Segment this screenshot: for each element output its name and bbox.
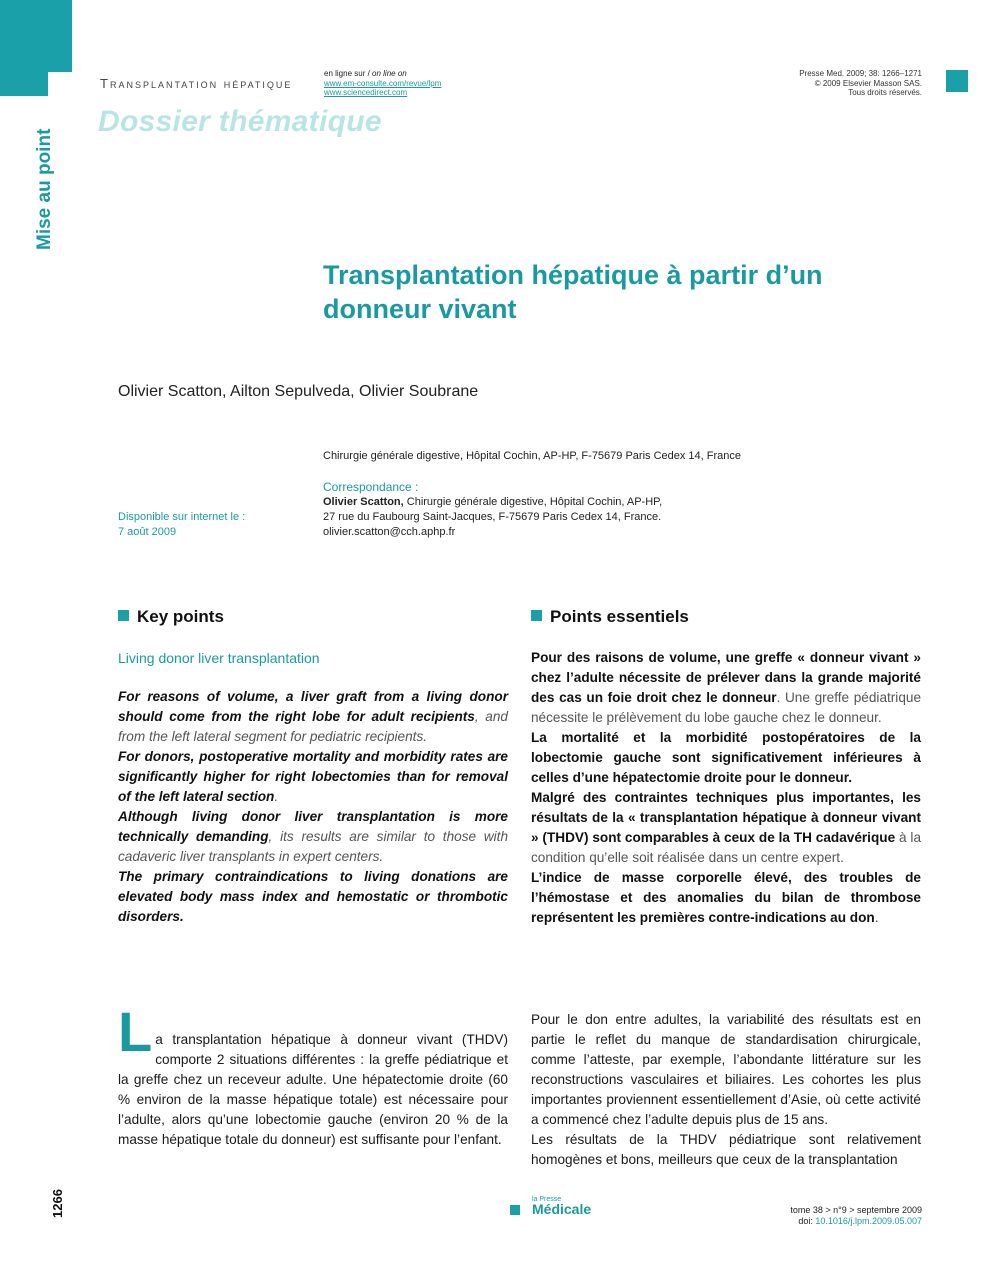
sciencedirect-url-link[interactable]: www.sciencedirect.com (324, 88, 408, 97)
journal-url-link[interactable]: www.em-consulte.com/revue/lpm (324, 78, 442, 88)
body-paragraph: a transplantation hépatique à donneur vivant (THDV) comporte 2 situations différentes : la greffe pédiatrique et la greffe chez un receveur adulte. Une hépatectomie droite (60 % environ de la masse hépatique totale) est nécessaire pour l’adulte, alors qu’une lobectomie gauche (environ 20 % de la masse hépatique totale du donneur) est suffisante pour l’enfant. (118, 1032, 508, 1147)
issue-line: tome 38 > n°9 > septembre 2009 (790, 1205, 922, 1215)
doi-link[interactable]: 10.1016/j.lpm.2009.05.007 (815, 1216, 922, 1226)
key-point-text: , its results are similar to those with cadaveric liver transplants in expert centers. (118, 829, 509, 864)
citation-line: Presse Med. 2009; 38: 1266–1271 (799, 69, 922, 78)
drop-cap: L (118, 1000, 153, 1063)
online-italic: on line on (372, 69, 407, 78)
points-essentiels-body (531, 648, 921, 928)
corner-notch (48, 72, 72, 96)
key-point-paragraph (118, 807, 508, 867)
dossier-heading: Dossier thématique (98, 105, 382, 138)
header-accent-square (946, 70, 968, 92)
heading-square-icon (531, 610, 542, 621)
point-text: . Une greffe pédiatrique nécessite le prélèvement du lobe gauche chez le donneur. (531, 690, 922, 725)
point-essentiel-paragraph (531, 868, 921, 928)
heading-square-icon (118, 610, 129, 621)
body-paragraph: Les résultats de la THDV pédiatrique sont relativement homogènes et bons, meilleurs que ceux de la transplantation (531, 1132, 921, 1167)
point-essentiel-paragraph (531, 648, 921, 728)
point-essentiel-paragraph (531, 728, 921, 788)
points-essentiels-heading (531, 607, 689, 627)
section-label: Transplantation hépatique (100, 76, 293, 91)
key-points-subheading: Living donor liver transplantation (118, 650, 320, 666)
correspondence-label: Correspondance : (323, 480, 419, 494)
availability-date (118, 510, 245, 540)
point-emphasis: La mortalité et la morbidité postopératoires de la lobectomie gauche sont significativement inférieures à celles d’une hépatectomie droite pour le donneur. (531, 730, 921, 785)
key-point-emphasis: Although living donor liver transplantation is more technically demanding (118, 809, 508, 844)
key-point-text: , and from the left lateral segment for pediatric recipients. (118, 709, 508, 744)
logo-square-icon (510, 1205, 520, 1215)
key-point-emphasis: The primary contraindications to living donations are elevated body mass index and hemostatic or thrombotic disorders. (118, 869, 508, 924)
point-essentiel-paragraph (531, 788, 921, 868)
key-point-emphasis: For reasons of volume, a liver graft from a living donor should come from the right lobe for adult recipients (118, 689, 508, 724)
correspondence-name: Olivier Scatton, (323, 496, 404, 508)
availability-value: 7 août 2009 (118, 526, 177, 538)
point-emphasis: L’indice de masse corporelle élevé, des troubles de l’hémostase et des anomalies du bilan de thrombose représentent les premières contre-indications au don (531, 870, 921, 925)
issue-info (790, 1205, 922, 1227)
author-list: Olivier Scatton, Ailton Sepulveda, Olivier Soubrane (118, 383, 479, 400)
key-point-paragraph (118, 687, 508, 747)
key-points-heading (118, 607, 224, 627)
key-point-emphasis: For donors, postoperative mortality and morbidity rates are significantly higher for right lobectomies than for removal of the left lateral section (118, 749, 508, 804)
body-column-left (118, 1000, 508, 1150)
correspondence-address-1: Chirurgie générale digestive, Hôpital Cochin, AP-HP, (403, 496, 663, 508)
body-paragraph: Pour le don entre adultes, la variabilité des résultats est en partie le reflet du manque de standardisation chirurgicale, comme l’atteste, par exemple, l’abondante littérature sur les reconstructions vasculaires et biliaires. Les cohortes les plus importantes proviennent essentiellement d’Asie, où cette activité a commencé chez l’adulte depuis plus de 15 ans. (531, 1012, 921, 1127)
key-points-body (118, 687, 508, 927)
citation-block (799, 69, 922, 98)
rights-line: Tous droits réservés. (848, 88, 922, 97)
online-availability (324, 69, 441, 98)
key-point-paragraph (118, 867, 508, 927)
point-text: à la condition qu’elle soit réalisée dans un centre expert. (531, 830, 922, 865)
key-points-heading-text: Key points (137, 607, 224, 626)
availability-label: Disponible sur internet le : (118, 511, 246, 523)
correspondence-email-link[interactable]: olivier.scatton@cch.aphp.fr (323, 526, 456, 538)
vertical-rubric-label: Mise au point (34, 128, 55, 250)
doi-line (790, 1216, 922, 1227)
article-title: Transplantation hépatique à partir d’un donneur vivant (323, 260, 823, 324)
affiliation: Chirurgie générale digestive, Hôpital Cochin, AP-HP, F-75679 Paris Cedex 14, France (323, 450, 742, 462)
online-prefix: en ligne sur / (324, 69, 373, 78)
point-emphasis: Pour des raisons de volume, une greffe « donneur vivant » chez l’adulte nécessite de prélever dans la grande majorité des cas un foie droit chez le donneur (531, 650, 921, 705)
points-essentiels-heading-text: Points essentiels (550, 607, 689, 626)
point-text: . (874, 910, 879, 925)
point-emphasis: Malgré des contraintes techniques plus importantes, les résultats de la « transplantation hépatique à donneur vivant » (THDV) sont comparables à ceux de la TH cadavérique (531, 790, 921, 845)
correspondence-block (323, 480, 662, 540)
journal-logo-small: la Presse (532, 1196, 562, 1203)
copyright-line: © 2009 Elsevier Masson SAS. (814, 78, 922, 88)
correspondence-address-2: 27 rue du Faubourg Saint-Jacques, F-75679 Paris Cedex 14, France. (323, 511, 662, 523)
page-number: 1266 (50, 1189, 65, 1218)
doi-label: doi: (798, 1216, 816, 1226)
journal-logo: Médicale (532, 1201, 592, 1217)
key-point-text: . (274, 789, 279, 804)
body-column-right (531, 1010, 921, 1170)
key-point-paragraph (118, 747, 508, 807)
